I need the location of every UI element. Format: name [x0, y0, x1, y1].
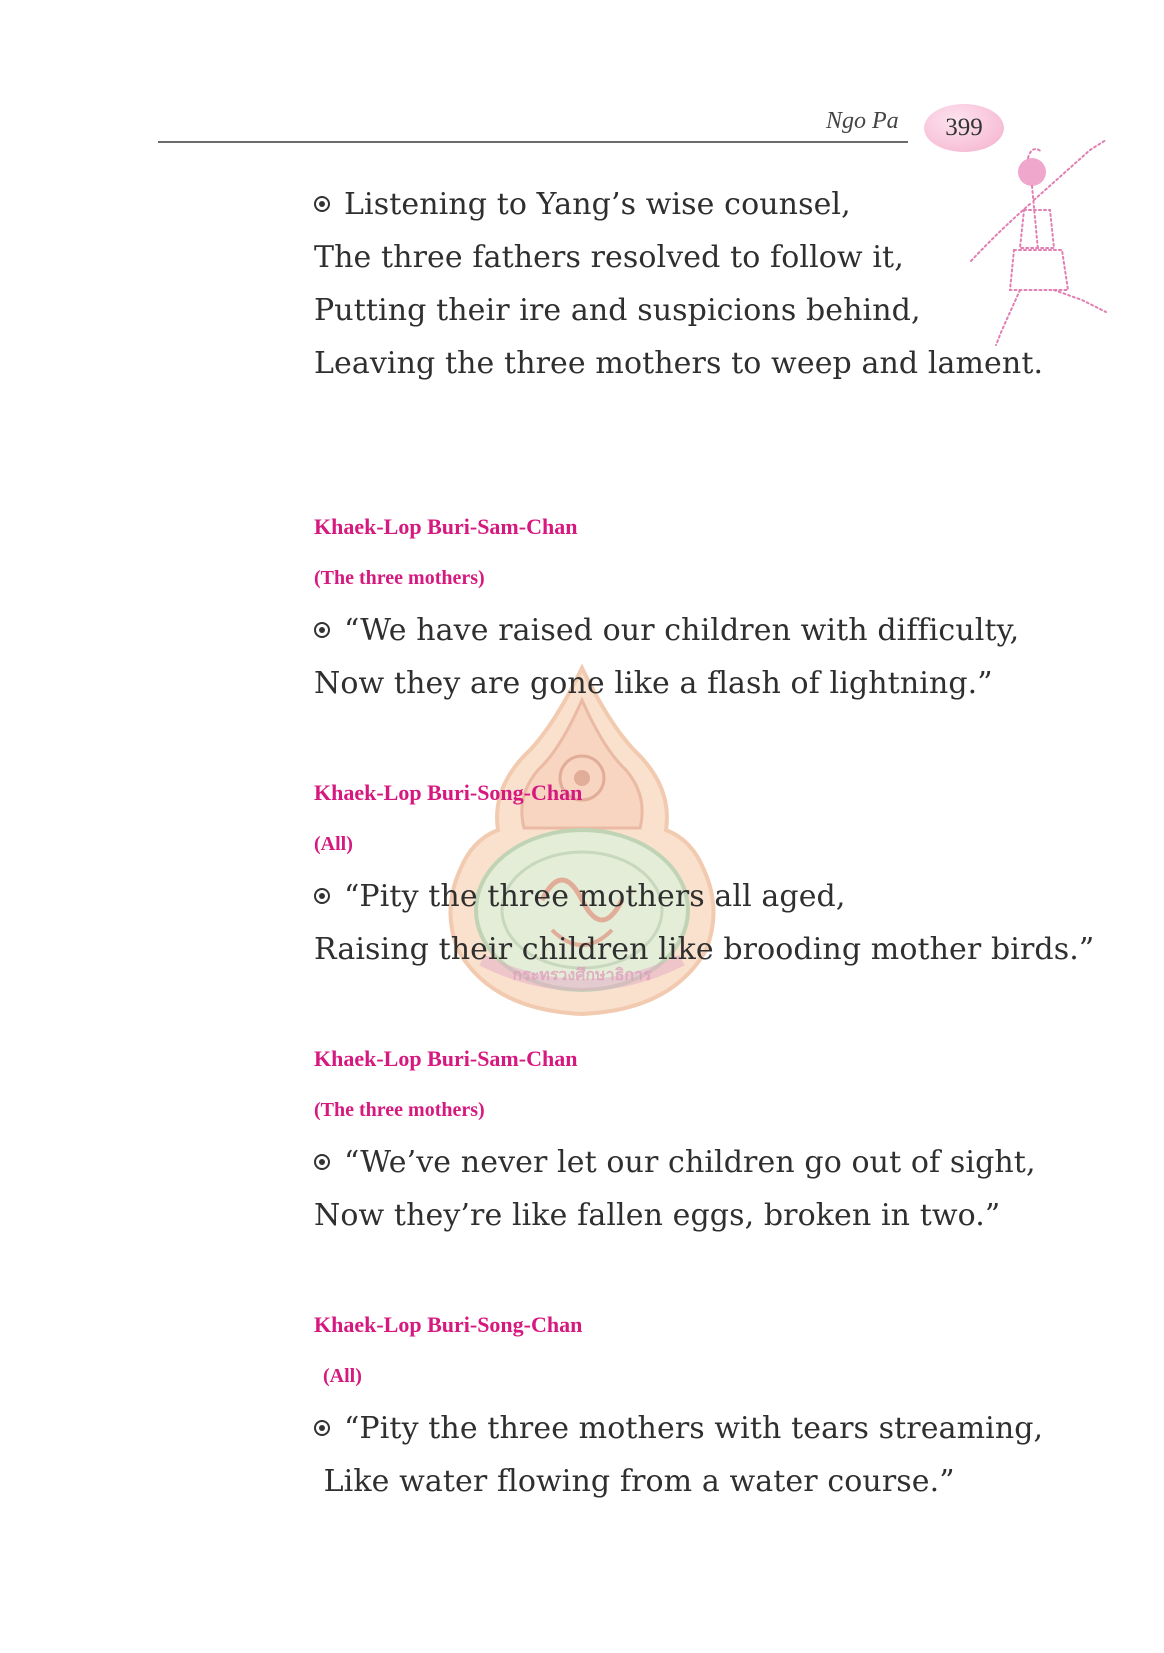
verse-block-2: [314, 604, 1019, 710]
header-rule: [158, 141, 908, 143]
tune-name: Khaek-Lop Buri-Song-Chan: [314, 780, 583, 805]
verse-line: Now they’re like fallen eggs, broken in two.”: [314, 1198, 1001, 1233]
page-number: 399: [945, 114, 983, 141]
verse-line: Raising their children like brooding mother birds.”: [314, 932, 1095, 967]
verse-line: “Pity the three mothers all aged,: [314, 870, 1094, 923]
bullet-icon: [314, 1154, 330, 1170]
singer-label: (All): [323, 1365, 362, 1387]
verse-block-5: [314, 1402, 1043, 1508]
verse-line: Like water flowing from a water course.”: [314, 1464, 955, 1499]
tune-name: Khaek-Lop Buri-Sam-Chan: [314, 1046, 578, 1071]
verse-line: Listening to Yang’s wise counsel,: [314, 178, 1043, 231]
singer-label: (The three mothers): [314, 1099, 485, 1121]
bullet-icon: [314, 622, 330, 638]
verse-block-3: [314, 870, 1094, 976]
verse-line: “We have raised our children with difficulty,: [314, 604, 1019, 657]
singer-label: (All): [314, 833, 353, 855]
verse-line: “Pity the three mothers with tears streaming,: [314, 1402, 1043, 1455]
verse-block-4: [314, 1136, 1036, 1242]
bullet-icon: [314, 1420, 330, 1436]
bullet-icon: [314, 196, 330, 212]
verse-line: The three fathers resolved to follow it,: [314, 240, 904, 275]
verse-line: “We’ve never let our children go out of sight,: [314, 1136, 1036, 1189]
tune-name: Khaek-Lop Buri-Sam-Chan: [314, 514, 578, 539]
singer-label: (The three mothers): [314, 567, 485, 589]
bullet-icon: [314, 888, 330, 904]
verse-line: Leaving the three mothers to weep and lament.: [314, 346, 1044, 381]
verse-block-1: [314, 178, 1043, 390]
tune-name: Khaek-Lop Buri-Song-Chan: [314, 1312, 583, 1337]
verse-line: Now they are gone like a flash of lightning.”: [314, 666, 993, 701]
seal-text: กระทรวงศึกษาธิการ: [512, 965, 652, 984]
running-title: Ngo Pa: [826, 108, 899, 134]
verse-line: Putting their ire and suspicions behind,: [314, 293, 921, 328]
